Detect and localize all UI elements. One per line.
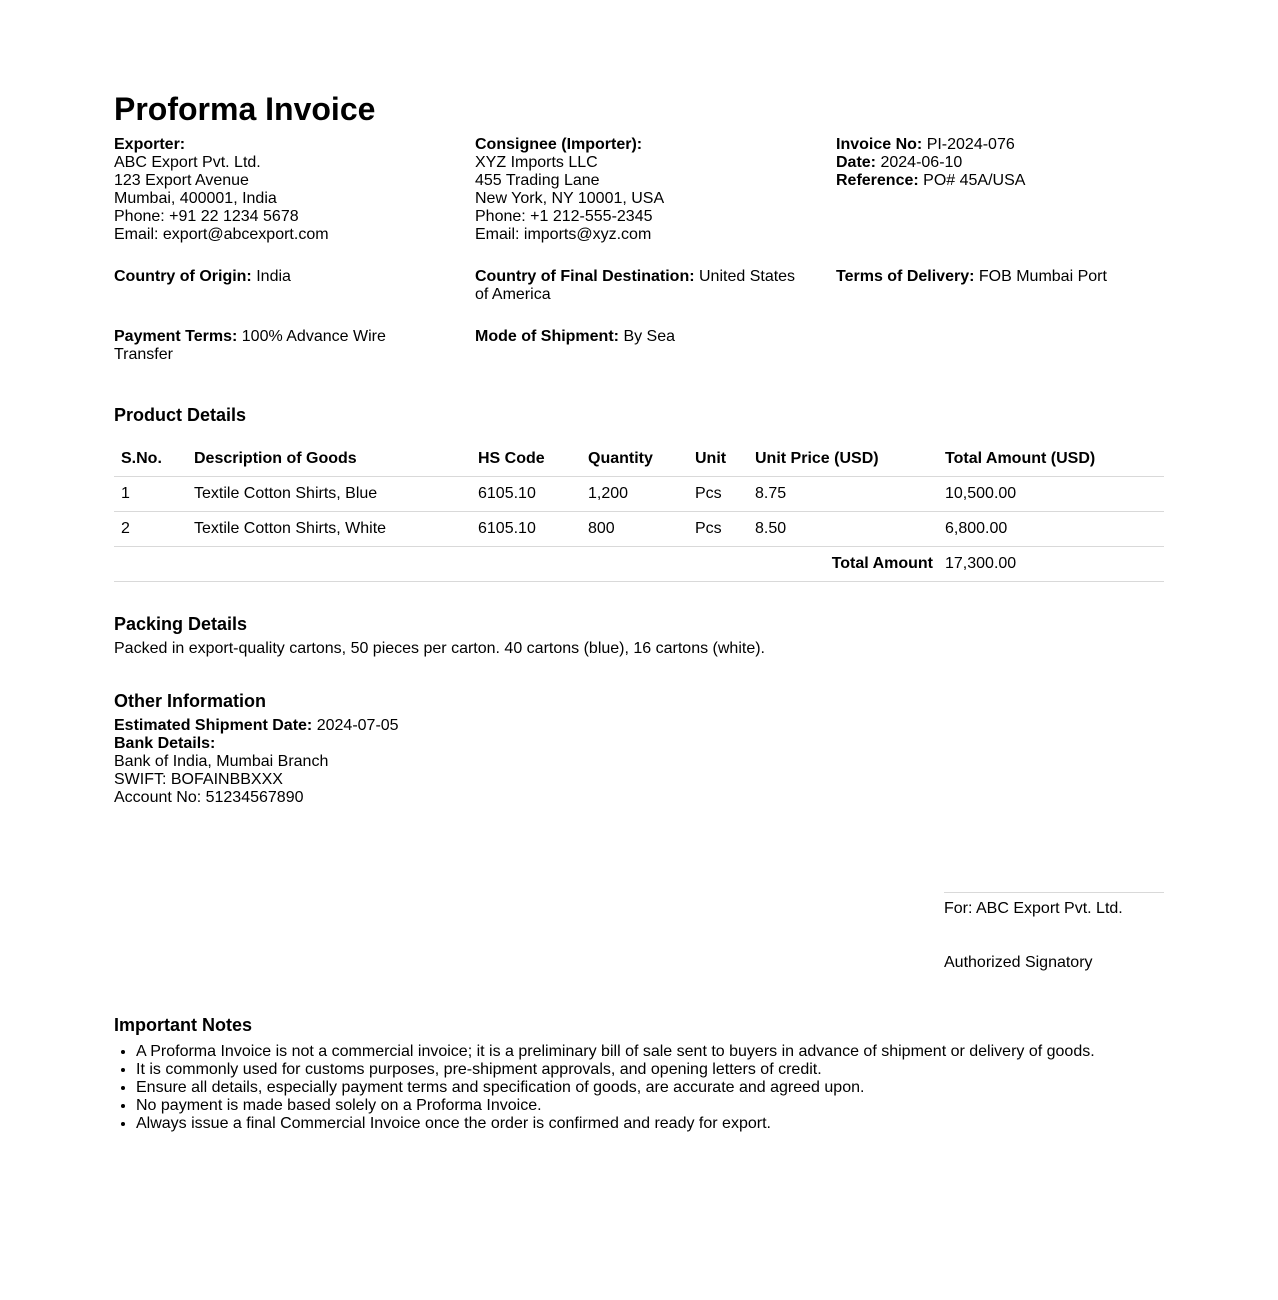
table-row (114, 477, 1164, 512)
mode-of-shipment: Mode of Shipment: By Sea (475, 328, 676, 345)
estimated-shipment-date: Estimated Shipment Date: 2024-07-05 (114, 717, 399, 734)
page-title: Proforma Invoice (114, 91, 376, 127)
other-information-heading: Other Information (114, 691, 266, 711)
column-header: HS Code (471, 441, 581, 477)
column-header: S.No. (114, 441, 187, 477)
product-table (114, 441, 1164, 582)
table-cell: 1,200 (581, 477, 688, 512)
exporter-line: Phone: +91 22 1234 5678 (114, 208, 299, 225)
payment-terms: Payment Terms: 100% Advance Wire Transfer (114, 328, 386, 363)
table-header-row (114, 441, 1164, 477)
authorized-signatory: Authorized Signatory (944, 954, 1093, 971)
table-cell: Textile Cotton Shirts, White (187, 512, 471, 547)
consignee-line: Email: imports@xyz.com (475, 226, 652, 243)
invoice-date: Date: 2024-06-10 (836, 154, 963, 171)
table-cell: Pcs (688, 477, 748, 512)
table-cell: 6105.10 (471, 477, 581, 512)
packing-details-text: Packed in export-quality cartons, 50 pieces per carton. 40 cartons (blue), 16 cartons (white). (114, 640, 765, 657)
table-cell: 10,500.00 (938, 477, 1164, 512)
country-of-destination: Country of Final Destination: United States of America (475, 268, 796, 303)
consignee-line: XYZ Imports LLC (475, 154, 598, 171)
invoice-number: Invoice No: PI-2024-076 (836, 136, 1015, 153)
signature-line (944, 892, 1164, 893)
country-of-origin: Country of Origin: India (114, 268, 291, 285)
consignee-block (475, 136, 664, 244)
table-cell: Pcs (688, 512, 748, 547)
bank-details-label: Bank Details: (114, 735, 216, 752)
column-header: Quantity (581, 441, 688, 477)
table-cell: 6,800.00 (938, 512, 1164, 547)
total-row (114, 547, 1164, 582)
consignee-line: New York, NY 10001, USA (475, 190, 665, 207)
terms-of-delivery: Terms of Delivery: FOB Mumbai Port (836, 268, 1107, 285)
bank-line: SWIFT: BOFAINBBXXX (114, 771, 283, 788)
list-item: • Always issue a final Commercial Invoice once the order is confirmed and ready for export. (136, 1115, 1095, 1133)
total-amount-label: Total Amount (114, 547, 938, 582)
list-item: • Ensure all details, especially payment terms and specification of goods, are accurate and agreed upon. (136, 1079, 1095, 1097)
table-cell: 800 (581, 512, 688, 547)
packing-details-heading: Packing Details (114, 614, 248, 634)
table-cell: Textile Cotton Shirts, Blue (187, 477, 471, 512)
table-cell: 8.50 (748, 512, 938, 547)
bank-line: Account No: 51234567890 (114, 789, 304, 806)
bank-line: Bank of India, Mumbai Branch (114, 753, 329, 770)
column-header: Total Amount (USD) (938, 441, 1164, 477)
consignee-line: Phone: +1 212-555-2345 (475, 208, 653, 225)
invoice-reference: Reference: PO# 45A/USA (836, 172, 1026, 189)
important-notes-heading: Important Notes (114, 1015, 253, 1035)
table-cell: 1 (114, 477, 187, 512)
table-cell: 6105.10 (471, 512, 581, 547)
consignee-label: Consignee (Importer): (475, 136, 643, 153)
list-item: • A Proforma Invoice is not a commercial invoice; it is a preliminary bill of sale sent to buyers in advance of shipment or delivery of goods. (136, 1043, 1095, 1061)
invoice-meta-block (836, 136, 1025, 190)
important-notes-list (114, 1043, 1095, 1133)
consignee-line: 455 Trading Lane (475, 172, 600, 189)
signature-for: For: ABC Export Pvt. Ltd. (944, 900, 1123, 917)
column-header: Unit Price (USD) (748, 441, 938, 477)
exporter-line: ABC Export Pvt. Ltd. (114, 154, 261, 171)
total-amount-value: 17,300.00 (938, 547, 1164, 582)
table-cell: 8.75 (748, 477, 938, 512)
column-header: Unit (688, 441, 748, 477)
other-information-block (114, 717, 399, 807)
list-item: • No payment is made based solely on a Proforma Invoice. (136, 1097, 1095, 1115)
list-item: • It is commonly used for customs purposes, pre-shipment approvals, and opening letters of credit. (136, 1061, 1095, 1079)
product-details-heading: Product Details (114, 405, 247, 425)
exporter-block (114, 136, 329, 244)
exporter-line: 123 Export Avenue (114, 172, 249, 189)
table-row (114, 512, 1164, 547)
exporter-line: Mumbai, 400001, India (114, 190, 277, 207)
exporter-label: Exporter: (114, 136, 186, 153)
column-header: Description of Goods (187, 441, 471, 477)
table-cell: 2 (114, 512, 187, 547)
exporter-line: Email: export@abcexport.com (114, 226, 329, 243)
